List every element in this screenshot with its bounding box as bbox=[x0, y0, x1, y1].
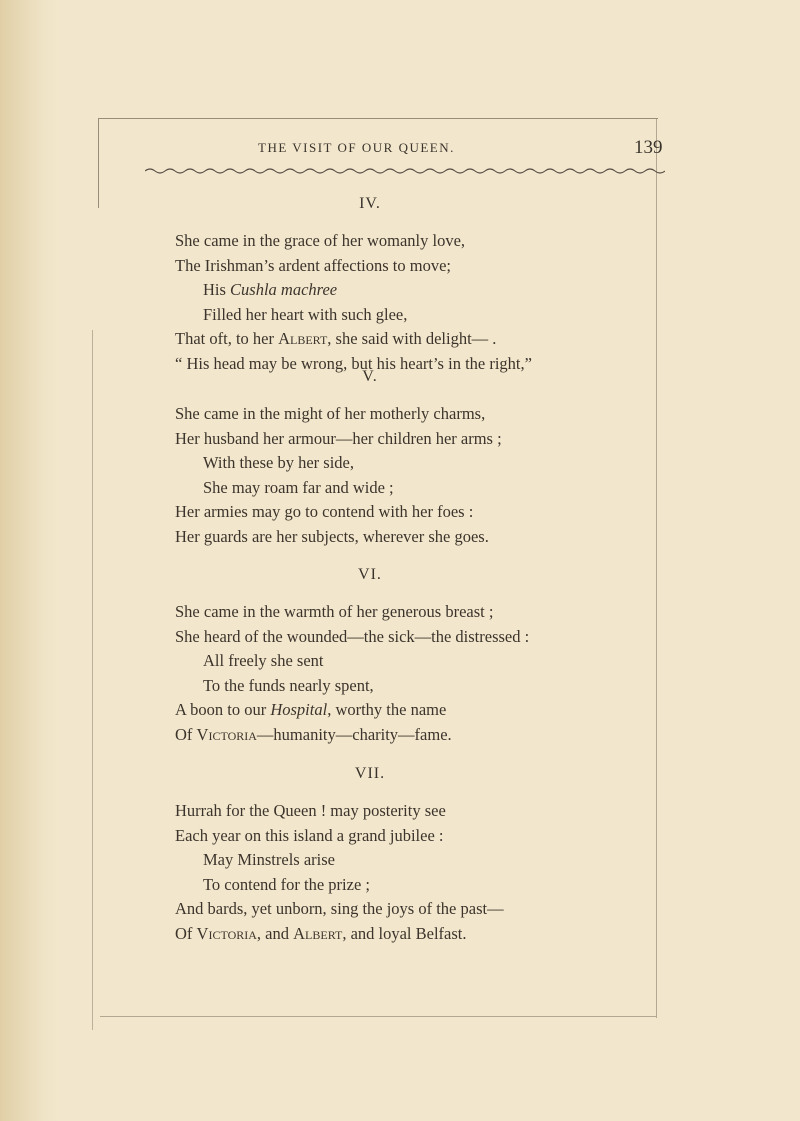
stanza-numeral: V. bbox=[362, 368, 378, 385]
verse-line: May Minstrels arise bbox=[203, 850, 335, 870]
verse-line: The Irishman’s ardent affections to move; bbox=[175, 255, 451, 275]
stanza-numeral: VII. bbox=[354, 765, 386, 782]
stanza-vi bbox=[175, 566, 735, 748]
verse-line: She came in the warmth of her generous breast ; bbox=[175, 602, 494, 621]
verse-line: She came in the grace of her womanly love, bbox=[175, 231, 466, 250]
verse-line: She may roam far and wide ; bbox=[203, 477, 394, 497]
running-head: THE VISIT OF OUR QUEEN. bbox=[258, 140, 455, 155]
verse-line: “ His head may be wrong, but his heart’s in the right,” bbox=[175, 353, 532, 373]
decorative-wavy-rule bbox=[145, 167, 665, 175]
verse-line: She came in the might of her motherly charms, bbox=[175, 404, 486, 423]
verse-line: To contend for the prize ; bbox=[203, 874, 370, 894]
verse-line: Her husband her armour—her children her arms ; bbox=[175, 428, 502, 448]
verse-line: Of Victoria—humanity—charity—fame. bbox=[175, 724, 452, 744]
stanza-iv bbox=[175, 195, 735, 377]
frame-rule-bottom bbox=[100, 1016, 656, 1017]
page-number: 139 bbox=[634, 137, 663, 158]
verse-line: She heard of the wounded—the sick—the distressed : bbox=[175, 626, 530, 646]
verse-line: And bards, yet unborn, sing the joys of the past— bbox=[175, 899, 504, 919]
verse-line: That oft, to her Albert, she said with delight— . bbox=[175, 329, 497, 349]
stanza-numeral: IV. bbox=[359, 195, 381, 212]
frame-rule-left-outer bbox=[92, 330, 93, 1030]
verse-line: Her guards are her subjects, wherever she goes. bbox=[175, 526, 489, 546]
verse-line: Hurrah for the Queen ! may posterity see bbox=[175, 801, 446, 820]
stanza-v bbox=[175, 368, 735, 550]
verse-line: All freely she sent bbox=[203, 651, 324, 671]
verse-line: Each year on this island a grand jubilee : bbox=[175, 825, 444, 845]
page-header bbox=[0, 137, 800, 160]
verse-line: Of Victoria, and Albert, and loyal Belfast. bbox=[175, 923, 467, 943]
verse-line: To the funds nearly spent, bbox=[203, 675, 374, 695]
stanza-numeral: VI. bbox=[358, 566, 382, 583]
verse-line: Her armies may go to contend with her foes : bbox=[175, 502, 474, 522]
frame-rule-top bbox=[98, 118, 658, 119]
verse-line: His Cushla machree bbox=[203, 280, 338, 300]
stanza-vii bbox=[175, 765, 735, 947]
verse-line: With these by her side, bbox=[203, 453, 355, 473]
verse-line: Filled her heart with such glee, bbox=[203, 304, 408, 324]
page-edge-shadow bbox=[0, 0, 60, 1121]
verse-line: A boon to our Hospital, worthy the name bbox=[175, 700, 447, 720]
frame-rule-left bbox=[98, 118, 99, 208]
